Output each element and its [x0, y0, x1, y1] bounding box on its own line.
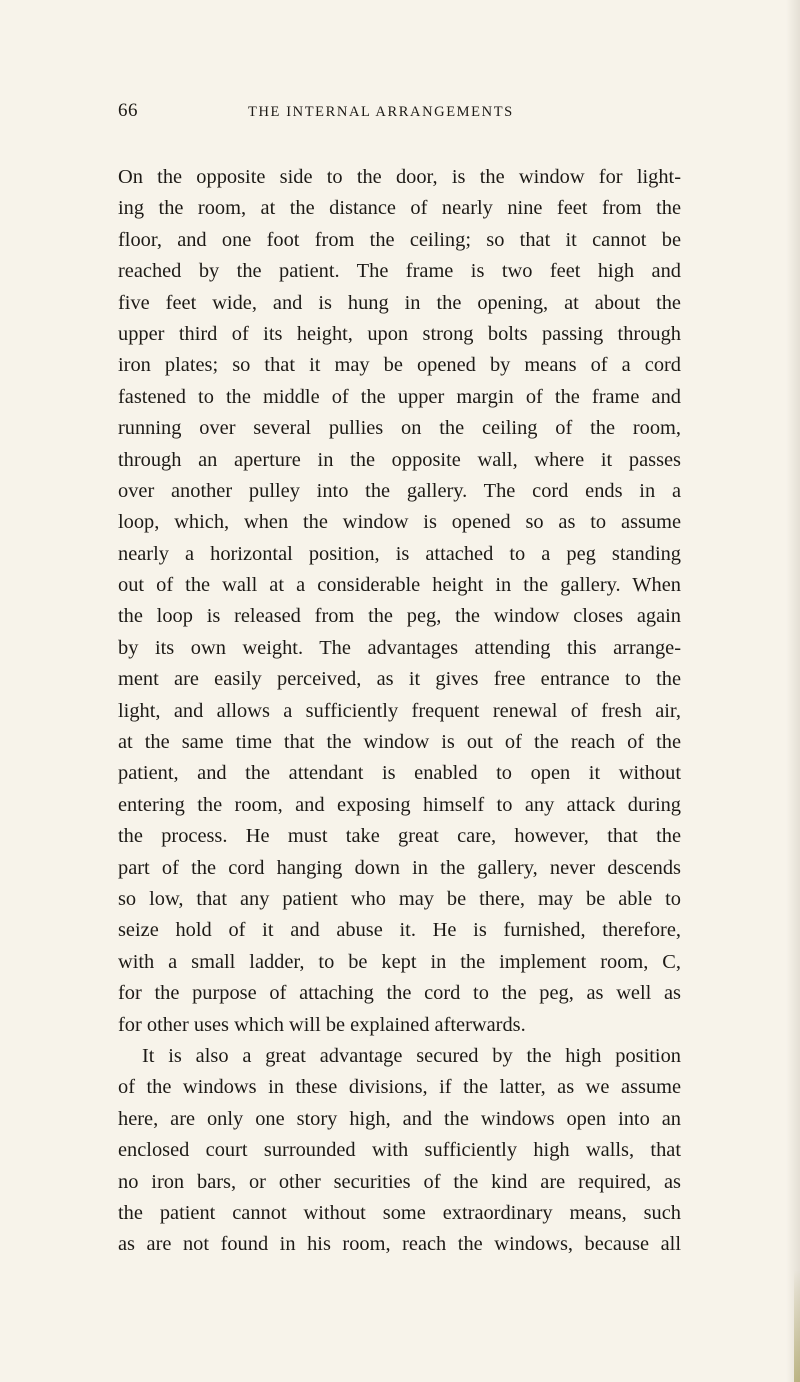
- text-line: as are not found in his room, reach the windows, because all: [118, 1233, 681, 1256]
- text-line: five feet wide, and is hung in the opening, at about the: [118, 291, 681, 314]
- text-line: On the opposite side to the door, is the window for light-: [118, 166, 681, 188]
- text-line: so low, that any patient who may be there, may be able to: [118, 887, 681, 910]
- text-line: running over several pullies on the ceiling of the room,: [118, 417, 681, 440]
- text-line: out of the wall at a considerable height in the gallery. When: [118, 574, 681, 597]
- page-number: 66: [118, 100, 138, 121]
- body-text: [118, 162, 681, 1261]
- text-line: ment are easily perceived, as it gives free entrance to the: [118, 668, 681, 691]
- text-line: here, are only one story high, and the windows open into an: [118, 1107, 681, 1130]
- text-line: fastened to the middle of the upper margin of the frame and: [118, 385, 681, 408]
- text-line: with a small ladder, to be kept in the implement room, C,: [118, 950, 681, 973]
- text-line: the loop is released from the peg, the window closes again: [118, 605, 681, 628]
- text-line: ing the room, at the distance of nearly nine feet from the: [118, 197, 681, 220]
- text-line: of the windows in these divisions, if the latter, as we assume: [118, 1076, 681, 1099]
- paragraph-end-line: for other uses which will be explained afterwards.: [118, 1013, 526, 1036]
- text-line: entering the room, and exposing himself to any attack during: [118, 793, 681, 816]
- page-edge-stain: [794, 1270, 800, 1382]
- text-line: nearly a horizontal position, is attached to a peg standing: [118, 542, 681, 565]
- running-title: THE INTERNAL ARRANGEMENTS: [248, 104, 514, 120]
- text-line: seize hold of it and abuse it. He is furnished, therefore,: [118, 919, 681, 942]
- text-line: by its own weight. The advantages attending this arrange-: [118, 636, 681, 659]
- text-line: the patient cannot without some extraordinary means, such: [118, 1201, 681, 1224]
- text-line: light, and allows a sufficiently frequent renewal of fresh air,: [118, 699, 681, 722]
- text-line: the process. He must take great care, however, that the: [118, 825, 681, 848]
- text-line: reached by the patient. The frame is two feet high and: [118, 260, 681, 283]
- text-line: patient, and the attendant is enabled to open it without: [118, 762, 681, 785]
- text-line: loop, which, when the window is opened so as to assume: [118, 511, 681, 534]
- running-head: [118, 100, 678, 126]
- text-line: for the purpose of attaching the cord to the peg, as well as: [118, 982, 681, 1005]
- paragraph-start-line: It is also a great advantage secured by the high position: [142, 1044, 681, 1067]
- text-line: through an aperture in the opposite wall, where it passes: [118, 448, 681, 471]
- page-edge-shadow: [786, 0, 800, 1382]
- text-line: over another pulley into the gallery. The cord ends in a: [118, 479, 681, 502]
- text-line: upper third of its height, upon strong bolts passing through: [118, 322, 681, 345]
- text-line: enclosed court surrounded with sufficiently high walls, that: [118, 1139, 681, 1162]
- text-line: iron plates; so that it may be opened by means of a cord: [118, 354, 681, 377]
- text-line: floor, and one foot from the ceiling; so that it cannot be: [118, 228, 681, 251]
- text-line: at the same time that the window is out of the reach of the: [118, 731, 681, 754]
- text-line: no iron bars, or other securities of the kind are required, as: [118, 1170, 681, 1193]
- text-line: part of the cord hanging down in the gallery, never descends: [118, 856, 681, 879]
